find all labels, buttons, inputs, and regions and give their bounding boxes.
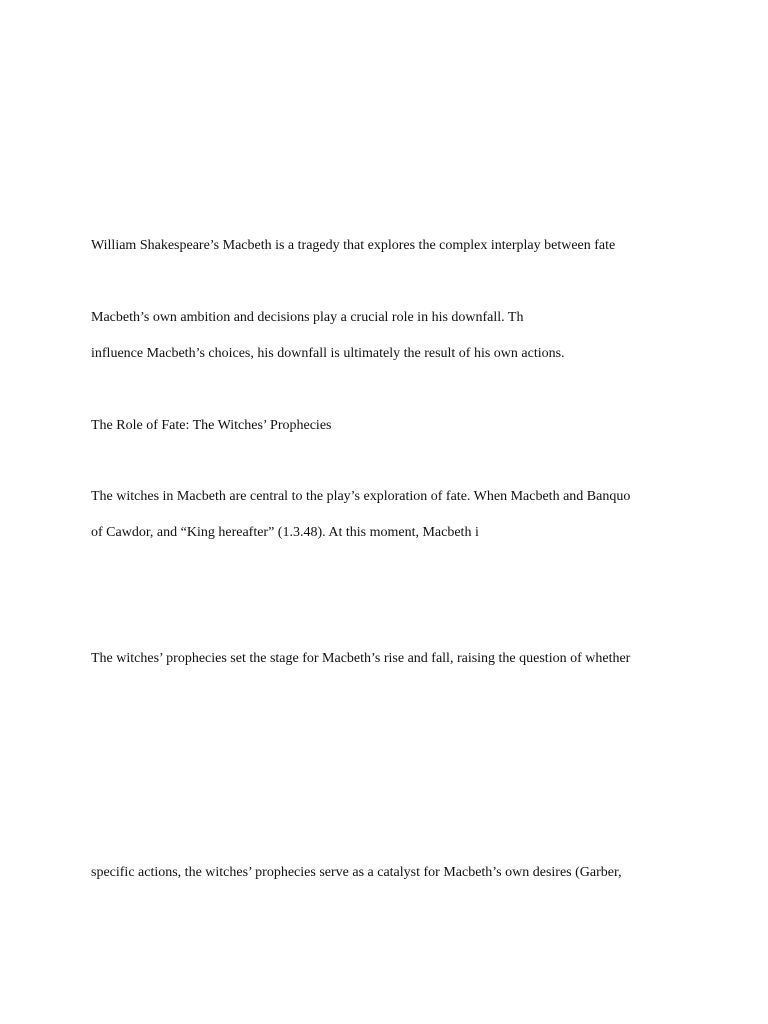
paragraph-line-witches: The witches in Macbeth are central to the play’s exploration of fate. When Macbeth and Banquo [91, 489, 631, 504]
paragraph-line-intro: William Shakespeare’s Macbeth is a tragedy that explores the complex interplay between fate [91, 238, 616, 253]
paragraph-line-prophecies: The witches’ prophecies set the stage for Macbeth’s rise and fall, raising the question of whether [91, 651, 631, 666]
section-heading: The Role of Fate: The Witches’ Prophecies [91, 418, 332, 433]
paragraph-line-ambition: Macbeth’s own ambition and decisions play a crucial role in his downfall. Th [91, 310, 524, 325]
paragraph-line-downfall: influence Macbeth’s choices, his downfall is ultimately the result of his own actions. [91, 346, 565, 361]
paragraph-line-cawdor: of Cawdor, and “King hereafter” (1.3.48). At this moment, Macbeth i [91, 525, 479, 540]
paragraph-line-catalyst: specific actions, the witches’ prophecies serve as a catalyst for Macbeth’s own desires (Garber, [91, 865, 622, 880]
